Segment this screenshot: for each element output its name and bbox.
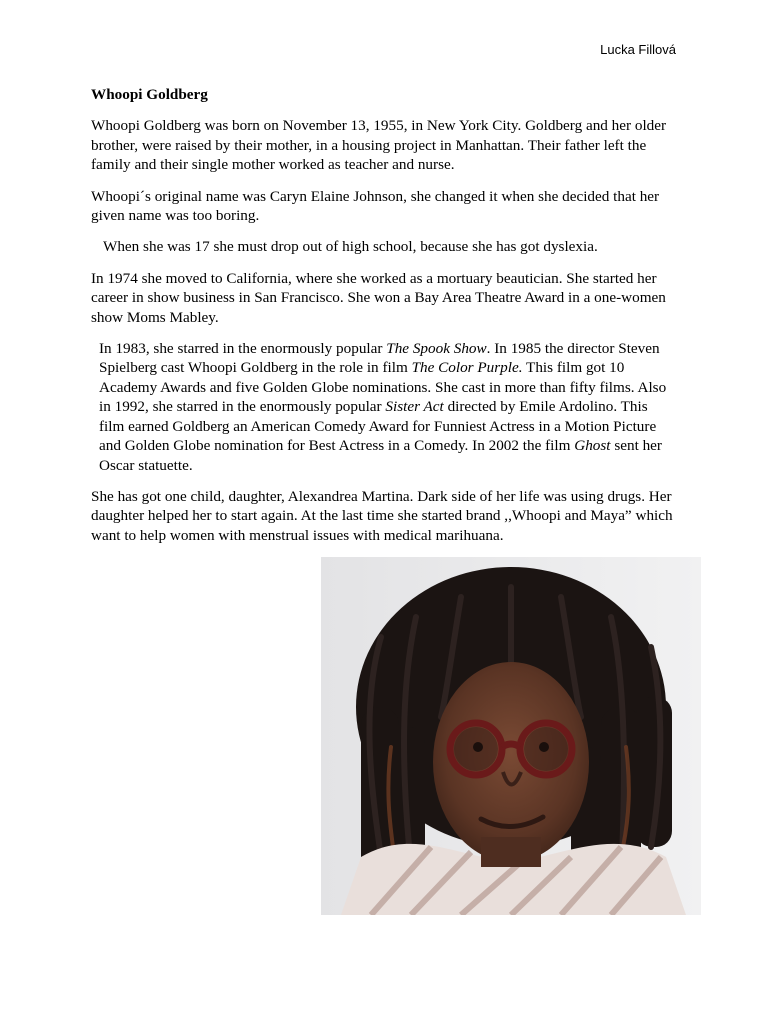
film-title-ghost: Ghost	[574, 437, 611, 455]
career-text-e: sent her Oscar statuette.	[99, 437, 662, 474]
film-title-spook-show: The Spook Show	[386, 340, 487, 358]
paragraph-school: When she was 17 she must drop out of high school, because she has got dyslexia.	[103, 238, 598, 256]
header-author: Lucka Fillová	[600, 42, 676, 57]
portrait-photo	[321, 557, 701, 915]
paragraph-family: She has got one child, daughter, Alexandrea Martina. Dark side of her life was using drugs. Her daughter helped her to start again. At the last time she started brand ,,Whoopi and Maya” which want to help women with menstrual issues with medical marihuana.	[91, 487, 673, 544]
film-title-sister-act: Sister Act	[385, 398, 444, 416]
career-text-c: This film got 10 Academy Awards and five Golden Globe nominations. She cast in more than fifty films. Also in 1992, she starred in the enormously popular	[99, 359, 667, 416]
career-text-b: . In 1985 the director Steven Spielberg cast Whoopi Goldberg in the role in film	[99, 340, 660, 377]
paragraph-birth: Whoopi Goldberg was born on November 13, 1955, in New York City. Goldberg and her older brother, were raised by their mother, in a housing project in Manhattan. Their father left the family and their single mother worked as teacher and nurse.	[91, 117, 667, 174]
paragraph-california: In 1974 she moved to California, where she worked as a mortuary beautician. She started her career in show business in San Francisco. She won a Bay Area Theatre Award in a one-women show Moms Mabley.	[91, 269, 666, 326]
career-text-d: directed by Emile Ardolino. This film earned Goldberg an American Comedy Award for Funniest Actress in a Motion Picture and Golden Globe nomination for Best Actress in a Comedy. In 2002 the film	[99, 398, 657, 455]
document-title: Whoopi Goldberg	[91, 86, 208, 103]
film-title-color-purple: The Color Purple.	[411, 359, 523, 377]
paragraph-career	[91, 339, 676, 475]
document-body	[91, 85, 676, 557]
career-text-a: In 1983, she starred in the enormously popular	[99, 340, 387, 358]
paragraph-name: Whoopi´s original name was Caryn Elaine Johnson, she changed it when she decided that her given name was too boring.	[91, 187, 660, 225]
